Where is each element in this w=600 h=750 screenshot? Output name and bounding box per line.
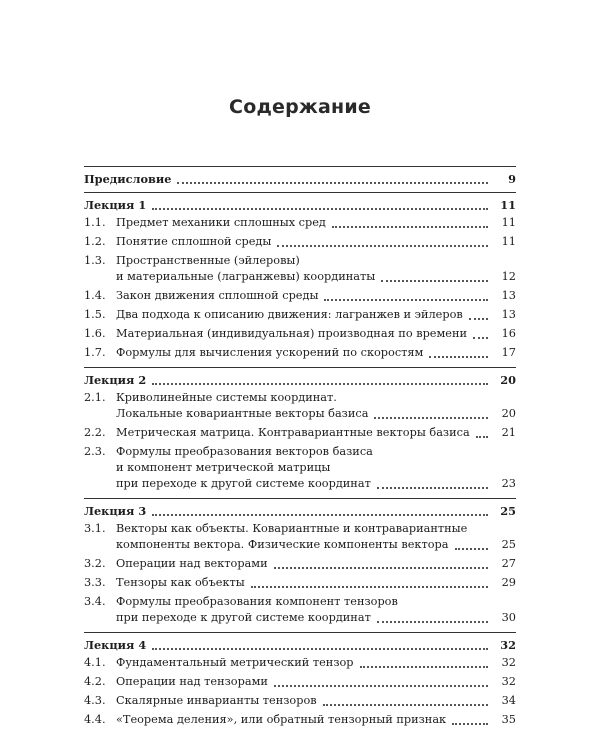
- toc-entry-last-line: [116, 269, 516, 285]
- toc-entry-text: Пространственные (эйлеровы): [116, 254, 300, 267]
- toc-entry-number: 2.1.: [84, 391, 106, 404]
- toc-page-number: 27: [501, 557, 516, 570]
- toc-entry[interactable]: [84, 593, 516, 628]
- toc-entry-last-line: [116, 556, 516, 572]
- toc-section-title: Лекция 2: [84, 373, 147, 387]
- toc-entry-text: Векторы как объекты. Ковариантные и контравариантные: [116, 522, 468, 535]
- toc-entry[interactable]: [84, 443, 516, 494]
- toc-entry-number: 2.2.: [84, 426, 106, 439]
- toc-page-number: 11: [500, 198, 516, 212]
- toc-entry[interactable]: [84, 214, 516, 233]
- toc-entry-text: Формулы для вычисления ускорений по скоростям: [116, 346, 424, 359]
- toc-entry-text: Локальные ковариантные векторы базиса: [116, 407, 369, 420]
- toc-entry-last-line: [116, 610, 516, 626]
- toc-entry-last-line: [116, 655, 516, 671]
- toc-dot-leader: [152, 207, 488, 210]
- toc-page-number: 11: [501, 216, 516, 229]
- toc-page-number: 32: [500, 638, 516, 652]
- toc-entry-number: 3.3.: [84, 576, 106, 589]
- toc-entry-text: Формулы преобразования векторов базиса: [116, 445, 373, 458]
- toc-entry-text: и компонент метрической матрицы: [116, 461, 331, 474]
- toc-entry-number: 1.4.: [84, 289, 106, 302]
- toc-entry-body: [116, 425, 516, 441]
- toc-entry-number: 1.2.: [84, 235, 106, 248]
- toc-entry-text: Два подхода к описанию движения: лагранжев и эйлеров: [116, 308, 463, 321]
- toc-entry-text: Материальная (индивидуальная) производная по времени: [116, 327, 468, 340]
- toc-entry-number: 4.4.: [84, 713, 106, 726]
- toc-section-heading[interactable]: [84, 166, 516, 188]
- toc-page-number: 12: [501, 270, 516, 283]
- toc-entry-number: 1.7.: [84, 346, 106, 359]
- toc-entry-body: [116, 288, 516, 304]
- toc-entry-number: 4.3.: [84, 694, 106, 707]
- toc-entry-body: [116, 390, 516, 422]
- toc-entry[interactable]: [84, 654, 516, 673]
- toc-entry-number: 1.6.: [84, 327, 106, 340]
- toc-entry-text: Понятие сплошной среды: [116, 235, 272, 248]
- toc-dot-leader: [473, 336, 488, 339]
- toc-section-heading[interactable]: [84, 367, 516, 389]
- toc-entry-body: [116, 234, 516, 250]
- toc-dot-leader: [377, 620, 488, 623]
- toc-dot-leader: [476, 435, 488, 438]
- toc-page-number: 21: [501, 426, 516, 439]
- toc-entry-body: [116, 253, 516, 285]
- toc-entry-text: Криволинейные системы координат.: [116, 391, 337, 404]
- toc-entry-body: [116, 712, 516, 728]
- toc-entry[interactable]: [84, 287, 516, 306]
- toc-entry-last-line: [116, 406, 516, 422]
- toc-entry-text: Фундаментальный метрический тензор: [116, 656, 354, 669]
- toc-entry-number: 4.1.: [84, 656, 106, 669]
- toc-page-number: 9: [508, 172, 516, 186]
- toc-entry-body: [116, 345, 516, 361]
- toc-dot-leader: [323, 703, 488, 706]
- toc-entry-text: при переходе к другой системе координат: [116, 611, 371, 624]
- toc-dot-leader: [360, 665, 488, 668]
- toc-entry-number: 4.2.: [84, 675, 106, 688]
- table-of-contents: [84, 166, 516, 730]
- toc-page-number: 29: [501, 576, 516, 589]
- toc-dot-leader: [274, 566, 488, 569]
- toc-page-number: 20: [500, 373, 516, 387]
- toc-entry-last-line: [116, 575, 516, 591]
- toc-dot-leader: [277, 244, 488, 247]
- toc-dot-leader: [324, 298, 488, 301]
- toc-entry-number: 1.3.: [84, 254, 106, 267]
- toc-page-number: 17: [501, 346, 516, 359]
- toc-entry-body: [116, 674, 516, 690]
- toc-entry-body: [116, 594, 516, 626]
- toc-page-number: 11: [501, 235, 516, 248]
- toc-entry[interactable]: [84, 306, 516, 325]
- toc-dot-leader: [429, 355, 488, 358]
- toc-entry-number: 3.4.: [84, 595, 106, 608]
- toc-section-heading[interactable]: [84, 632, 516, 654]
- toc-entry-text: компоненты вектора. Физические компоненты вектора: [116, 538, 449, 551]
- toc-entry-last-line: [116, 234, 516, 250]
- toc-entry[interactable]: [84, 424, 516, 443]
- toc-entry-text: Тензоры как объекты: [116, 576, 245, 589]
- toc-entry-number: 2.3.: [84, 445, 106, 458]
- toc-entry-body: [116, 444, 516, 492]
- toc-entry-last-line: [116, 307, 516, 323]
- toc-entry-last-line: [116, 215, 516, 231]
- toc-dot-leader: [332, 225, 488, 228]
- toc-entry-number: 3.2.: [84, 557, 106, 570]
- toc-entry-body: [116, 575, 516, 591]
- toc-dot-leader: [469, 317, 488, 320]
- toc-entry-body: [116, 521, 516, 553]
- toc-section-heading[interactable]: [84, 498, 516, 520]
- toc-entry-text: Формулы преобразования компонент тензоров: [116, 595, 398, 608]
- toc-page-number: 34: [501, 694, 516, 707]
- toc-page-number: 16: [501, 327, 516, 340]
- toc-entry-last-line: [116, 674, 516, 690]
- toc-entry-number: 3.1.: [84, 522, 106, 535]
- toc-entry[interactable]: [84, 325, 516, 344]
- toc-entry-last-line: [116, 425, 516, 441]
- toc-section-title: Лекция 4: [84, 638, 147, 652]
- toc-entry-body: [116, 693, 516, 709]
- toc-entry-body: [116, 655, 516, 671]
- toc-entry[interactable]: [84, 520, 516, 555]
- toc-page-number: 32: [501, 656, 516, 669]
- toc-page-number: 13: [501, 308, 516, 321]
- page-title: Содержание: [229, 96, 371, 118]
- toc-entry-text: Скалярные инварианты тензоров: [116, 694, 317, 707]
- toc-entry-body: [116, 215, 516, 231]
- toc-dot-leader: [381, 279, 488, 282]
- toc-entry[interactable]: [84, 344, 516, 363]
- toc-page-number: 13: [501, 289, 516, 302]
- toc-entry-last-line: [116, 712, 516, 728]
- toc-entry-number: 1.1.: [84, 216, 106, 229]
- toc-entry[interactable]: [84, 252, 516, 287]
- toc-dot-leader: [377, 486, 488, 489]
- toc-page-number: 20: [501, 407, 516, 420]
- toc-entry[interactable]: [84, 389, 516, 424]
- toc-entry-last-line: [116, 288, 516, 304]
- toc-entry-text: Метрическая матрица. Контравариантные векторы базиса: [116, 426, 470, 439]
- toc-entry-text: Закон движения сплошной среды: [116, 289, 319, 302]
- toc-page-number: 30: [501, 611, 516, 624]
- toc-entry-body: [116, 326, 516, 342]
- toc-entry-last-line: [116, 693, 516, 709]
- toc-dot-leader: [452, 722, 488, 725]
- toc-dot-leader: [274, 684, 488, 687]
- toc-section-title: Лекция 3: [84, 504, 147, 518]
- toc-entry[interactable]: [84, 574, 516, 593]
- toc-entry-text: Предмет механики сплошных сред: [116, 216, 326, 229]
- toc-page-number: 25: [501, 538, 516, 551]
- toc-section-title: Лекция 1: [84, 198, 147, 212]
- toc-dot-leader: [152, 513, 488, 516]
- toc-entry-text: Операции над векторами: [116, 557, 268, 570]
- toc-entry-last-line: [116, 345, 516, 361]
- toc-page-number: 35: [501, 713, 516, 726]
- toc-entry-text: «Теорема деления», или обратный тензорный признак: [116, 713, 447, 726]
- toc-entry[interactable]: [84, 692, 516, 711]
- toc-entry-last-line: [116, 326, 516, 342]
- toc-entry-body: [116, 307, 516, 323]
- toc-entry-last-line: [116, 537, 516, 553]
- toc-entry[interactable]: [84, 673, 516, 692]
- toc-entry[interactable]: [84, 555, 516, 574]
- toc-page-number: 23: [501, 477, 516, 490]
- toc-dot-leader: [152, 382, 488, 385]
- toc-dot-leader: [251, 585, 488, 588]
- toc-section-heading[interactable]: [84, 192, 516, 214]
- toc-entry-number: 1.5.: [84, 308, 106, 321]
- toc-entry[interactable]: [84, 233, 516, 252]
- toc-entry[interactable]: [84, 711, 516, 730]
- toc-entry-body: [116, 556, 516, 572]
- toc-dot-leader: [374, 416, 488, 419]
- toc-entry-text: при переходе к другой системе координат: [116, 477, 371, 490]
- toc-section-title: Предисловие: [84, 172, 172, 186]
- toc-dot-leader: [177, 181, 488, 184]
- toc-dot-leader: [455, 547, 489, 550]
- toc-entry-last-line: [116, 476, 516, 492]
- toc-entry-text: и материальные (лагранжевы) координаты: [116, 270, 376, 283]
- toc-page-number: 25: [500, 504, 516, 518]
- toc-dot-leader: [152, 647, 488, 650]
- toc-page-number: 32: [501, 675, 516, 688]
- toc-entry-text: Операции над тензорами: [116, 675, 268, 688]
